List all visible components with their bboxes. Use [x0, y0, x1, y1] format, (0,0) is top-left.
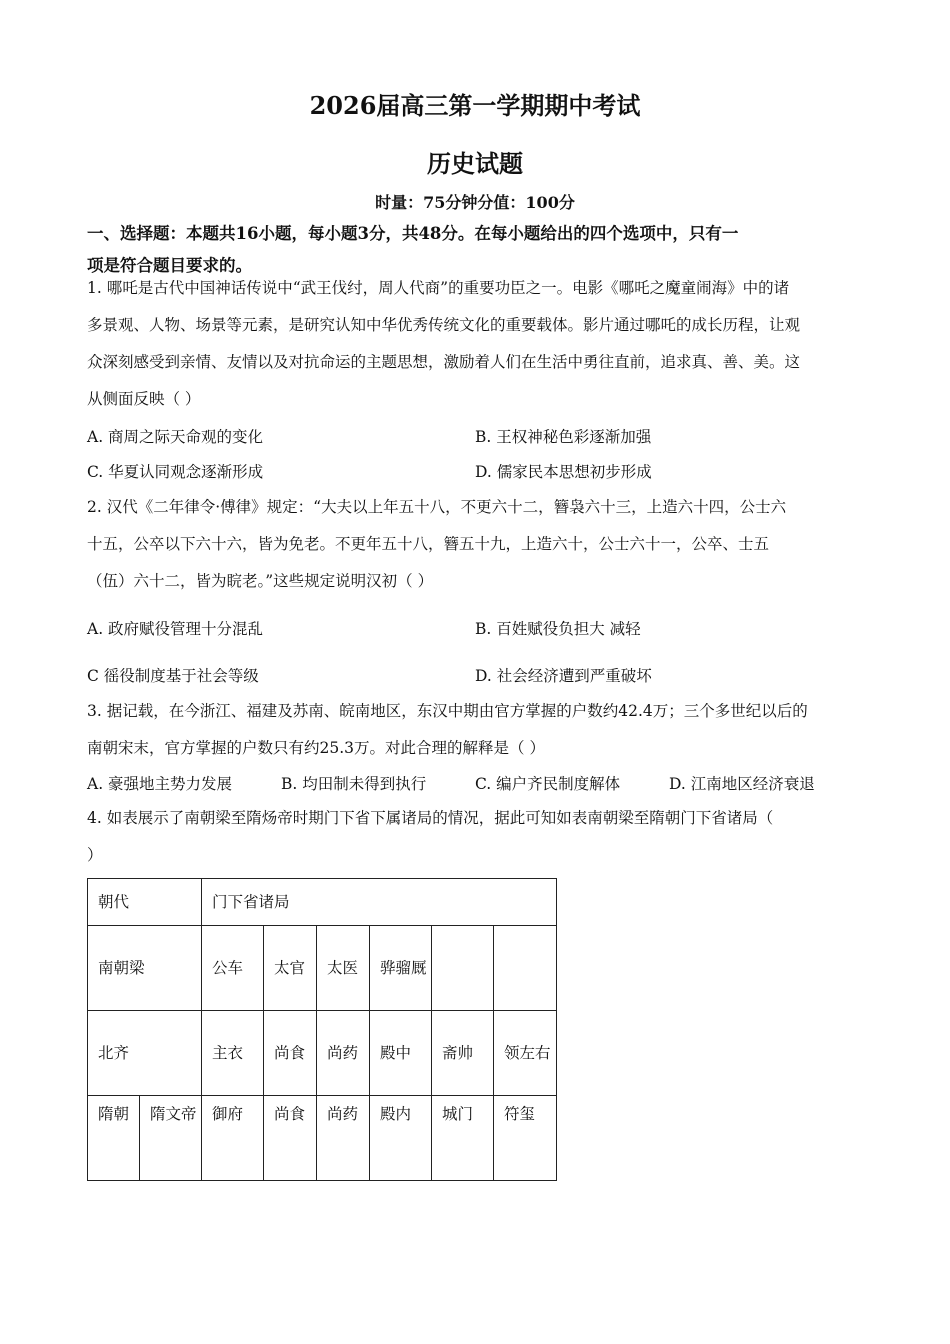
- table-row: [88, 1011, 557, 1096]
- exam-title: 2026届高三第一学期期中考试: [309, 91, 641, 120]
- option-c: C 徭役制度基于社会等级: [87, 667, 259, 685]
- option-a: A. 豪强地主势力发展: [87, 775, 233, 793]
- option-a: A. 商周之际天命观的变化: [87, 428, 264, 446]
- bureau-cell: 城门: [432, 1096, 494, 1181]
- exam-meta: 时量：75分钟分值：100分: [375, 193, 575, 212]
- question-2-stem: [87, 489, 863, 600]
- option-b: B. 王权神秘色彩逐渐加强: [475, 428, 652, 446]
- stem-line: 1. 哪吒是古代中国神话传说中“武王伐纣，周人代商”的重要功臣之一。电影《哪吒之魔童闹海》中的诸: [87, 279, 790, 297]
- stem-line: （伍）六十二，皆为睆老。”这些规定说明汉初（ ）: [87, 572, 434, 590]
- bureau-table: [87, 878, 557, 1181]
- dynasty-cell: 南朝梁: [88, 926, 202, 1011]
- bureau-cell: 尚药: [317, 1011, 370, 1096]
- bureau-cell: 太医: [317, 926, 370, 1011]
- option-d: D. 江南地区经济衰退: [669, 775, 815, 793]
- bureau-cell: 太官: [264, 926, 317, 1011]
- option-b: B. 百姓赋役负担大 减轻: [475, 620, 641, 638]
- option-a: A. 政府赋役管理十分混乱: [87, 620, 264, 638]
- question-1-stem: [87, 270, 863, 418]
- bureau-cell: 殿中: [370, 1011, 432, 1096]
- bureau-cell: 领左右: [494, 1011, 557, 1096]
- bureau-cell: 符玺: [494, 1096, 557, 1181]
- stem-line: 3. 据记载，在今浙江、福建及苏南、皖南地区，东汉中期由官方掌握的户数约42.4万；三个多世纪以后的: [87, 702, 808, 720]
- dynasty-cell: 北齐: [88, 1011, 202, 1096]
- bureau-cell: [432, 926, 494, 1011]
- bureau-cell: 公车: [202, 926, 264, 1011]
- bureau-cell: 尚食: [264, 1011, 317, 1096]
- header-cell: 朝代: [88, 879, 202, 926]
- bureau-cell: 尚食: [264, 1096, 317, 1181]
- bureau-cell: 斋帅: [432, 1011, 494, 1096]
- stem-line: 南朝宋末，官方掌握的户数只有约25.3万。对此合理的解释是（ ）: [87, 739, 545, 757]
- option-c: C. 编户齐民制度解体: [475, 775, 621, 793]
- section-line: 项是符合题目要求的。: [87, 256, 252, 275]
- stem-line: 从侧面反映（ ）: [87, 390, 201, 408]
- question-3-stem: [87, 693, 863, 767]
- dynasty-cell: 隋朝: [88, 1096, 140, 1181]
- bureau-cell: 尚药: [317, 1096, 370, 1181]
- subject-title: 历史试题: [427, 149, 523, 178]
- stem-line: ）: [87, 846, 103, 864]
- option-b: B. 均田制未得到执行: [281, 775, 427, 793]
- bureau-cell: 殿内: [370, 1096, 432, 1181]
- table-header-row: [88, 879, 557, 926]
- stem-line: 2. 汉代《二年律令·傅律》规定：“大夫以上年五十八，不更六十二，簪袅六十三，上造六十四，公士六: [87, 498, 787, 516]
- stem-line: 众深刻感受到亲情、友情以及对抗命运的主题思想，激励着人们在生活中勇往直前，追求真、善、美。这: [87, 353, 801, 371]
- stem-line: 多景观、人物、场景等元素，是研究认知中华优秀传统文化的重要载体。影片通过哪吒的成长历程，让观: [87, 316, 801, 334]
- table-row: [88, 926, 557, 1011]
- option-d: D. 社会经济遭到严重破坏: [475, 667, 652, 685]
- bureau-cell: [494, 926, 557, 1011]
- emperor-cell: 隋文帝: [140, 1096, 202, 1181]
- section-line: 一、选择题：本题共16小题，每小题3分，共48分。在每小题给出的四个选项中，只有一: [87, 224, 739, 243]
- bureau-cell: 骅骝厩: [370, 926, 432, 1011]
- option-d: D. 儒家民本思想初步形成: [475, 463, 652, 481]
- bureau-cell: 主衣: [202, 1011, 264, 1096]
- option-c: C. 华夏认同观念逐渐形成: [87, 463, 264, 481]
- bureau-cell: 御府: [202, 1096, 264, 1181]
- stem-line: 4. 如表展示了南朝梁至隋炀帝时期门下省下属诸局的情况，据此可知如表南朝梁至隋朝门下省诸局（: [87, 809, 774, 827]
- table-row: [88, 1096, 557, 1181]
- stem-line: 十五，公卒以下六十六，皆为免老。不更年五十八，簪五十九，上造六十，公士六十一，公卒、士五: [87, 535, 770, 553]
- header-cell: 门下省诸局: [202, 879, 557, 926]
- question-4-stem: [87, 800, 863, 874]
